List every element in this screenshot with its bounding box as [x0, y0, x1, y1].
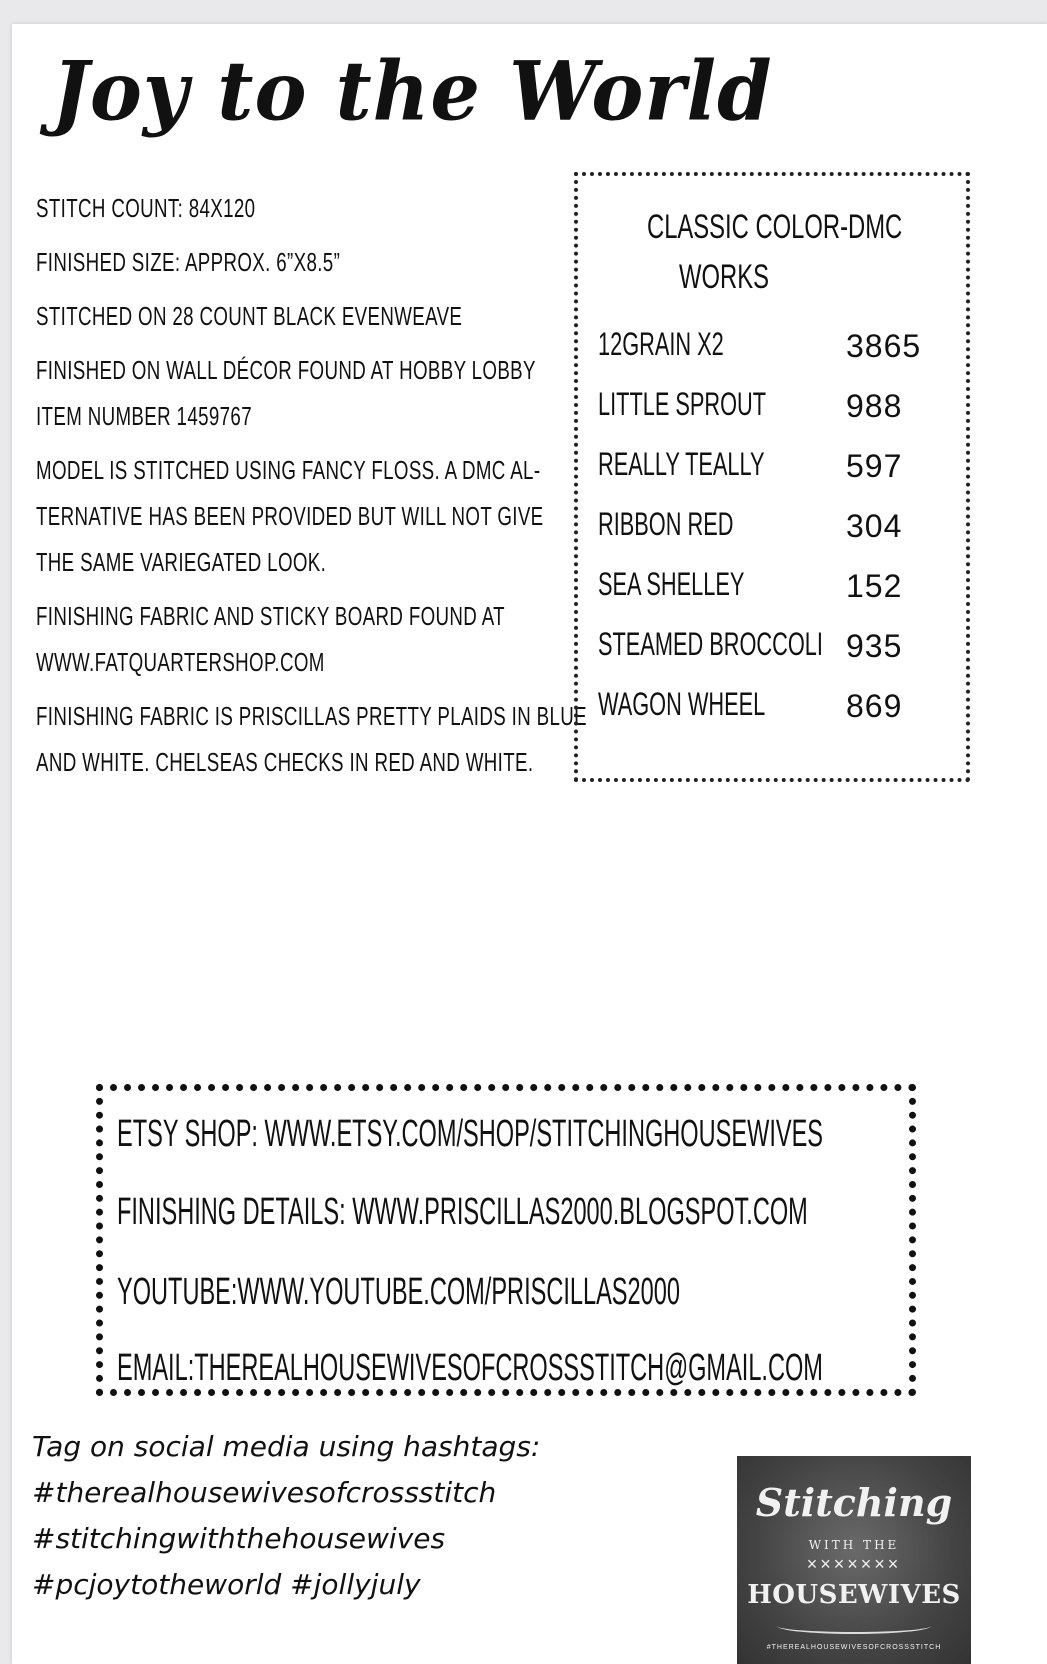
- color-name: REALLY TEALLY: [598, 446, 765, 482]
- etsy-shop-link[interactable]: ETSY SHOP: WWW.ETSY.COM/SHOP/STITCHINGHOUSEWIVES: [117, 1113, 824, 1155]
- info-line: FINISHED ON WALL DÉCOR FOUND AT HOBBY LOBBY: [36, 355, 536, 385]
- info-line: AND WHITE. CHELSEAS CHECKS IN RED AND WHITE.: [36, 747, 534, 777]
- pattern-page: [12, 24, 1047, 1664]
- color-key-row: [598, 322, 958, 378]
- color-key-row: [598, 562, 958, 618]
- color-key-header-line1: CLASSIC COLOR-: [647, 208, 849, 246]
- color-key-row: [598, 382, 958, 438]
- dmc-code: 597: [846, 448, 903, 484]
- page-title: Joy to the World: [52, 43, 773, 140]
- info-line: THE SAME VARIEGATED LOOK.: [36, 547, 327, 577]
- info-line: STITCH COUNT: 84X120: [36, 193, 256, 223]
- dmc-code: 935: [846, 628, 903, 664]
- logo-hashtag: #THEREALHOUSEWIVESOFCROSSSTITCH: [766, 1644, 942, 1651]
- info-stitch-count: [36, 192, 576, 224]
- color-key-row: [598, 622, 958, 678]
- color-name: 12GRAIN X2: [598, 326, 724, 362]
- email-link[interactable]: EMAIL:THEREALHOUSEWIVESOFCROSSSTITCH@GMAIL.COM: [117, 1347, 823, 1389]
- info-floss-note: [36, 454, 576, 578]
- color-name: STEAMED BROCCOLI: [598, 626, 823, 662]
- hashtag-section: [32, 1424, 540, 1608]
- youtube-link[interactable]: YOUTUBE:WWW.YOUTUBE.COM/PRISCILLAS2000: [117, 1271, 680, 1313]
- color-name: SEA SHELLEY: [598, 566, 745, 602]
- info-finishing-fabric: [36, 700, 588, 778]
- info-line: FINISHING FABRIC AND STICKY BOARD FOUND AT: [36, 601, 505, 631]
- logo-cross-stitches: ×××××××: [806, 1554, 902, 1574]
- logo-line: Stitching: [755, 1480, 953, 1525]
- info-wall-decor: [36, 354, 576, 432]
- color-key-header-line2: WORKS: [679, 258, 769, 296]
- links-box: [96, 1084, 916, 1396]
- color-key-row: [598, 442, 958, 498]
- stitching-housewives-logo: [737, 1456, 971, 1664]
- logo-line: WITH THE: [808, 1538, 900, 1552]
- hashtag-line: #therealhousewivesofcrossstitch: [32, 1476, 497, 1509]
- color-name: WAGON WHEEL: [598, 686, 766, 722]
- info-finishing-supplies: [36, 600, 576, 678]
- pattern-info: [36, 192, 588, 800]
- hashtag-line: #stitchingwiththehousewives: [32, 1522, 446, 1555]
- dmc-code: 3865: [846, 328, 922, 364]
- color-key-header: [647, 202, 849, 302]
- dmc-code: 988: [846, 388, 903, 424]
- dmc-code: 869: [846, 688, 903, 724]
- info-line: MODEL IS STITCHED USING FANCY FLOSS. A DMC AL-: [36, 455, 541, 485]
- info-line: FINISHING FABRIC IS PRISCILLAS PRETTY PLAIDS IN BLUE: [36, 701, 588, 731]
- hashtag-intro: Tag on social media using hashtags:: [32, 1430, 541, 1463]
- color-key-row: [598, 502, 958, 558]
- logo-line: HOUSEWIVES: [747, 1580, 961, 1610]
- color-key-row: [598, 682, 958, 738]
- info-line: FINISHED SIZE: APPROX. 6”X8.5”: [36, 247, 341, 277]
- color-key-box: [574, 172, 970, 782]
- info-line: TERNATIVE HAS BEEN PROVIDED BUT WILL NOT GIVE: [36, 501, 544, 531]
- info-line: STITCHED ON 28 COUNT BLACK EVENWEAVE: [36, 301, 463, 331]
- dmc-code: 304: [846, 508, 903, 544]
- dmc-header: DMC: [848, 208, 903, 246]
- info-finished-size: [36, 246, 576, 278]
- finishing-details-link[interactable]: FINISHING DETAILS: WWW.PRISCILLAS2000.BLOGSPOT.COM: [117, 1191, 808, 1233]
- info-line: WWW.FATQUARTERSHOP.COM: [36, 647, 325, 677]
- info-fabric: [36, 300, 576, 332]
- dmc-code: 152: [846, 568, 903, 604]
- hashtag-line: #pcjoytotheworld #jollyjuly: [32, 1568, 421, 1601]
- color-name: LITTLE SPROUT: [598, 386, 767, 422]
- logo-swirl-divider: [777, 1618, 931, 1634]
- info-line: ITEM NUMBER 1459767: [36, 401, 252, 431]
- color-name: RIBBON RED: [598, 506, 734, 542]
